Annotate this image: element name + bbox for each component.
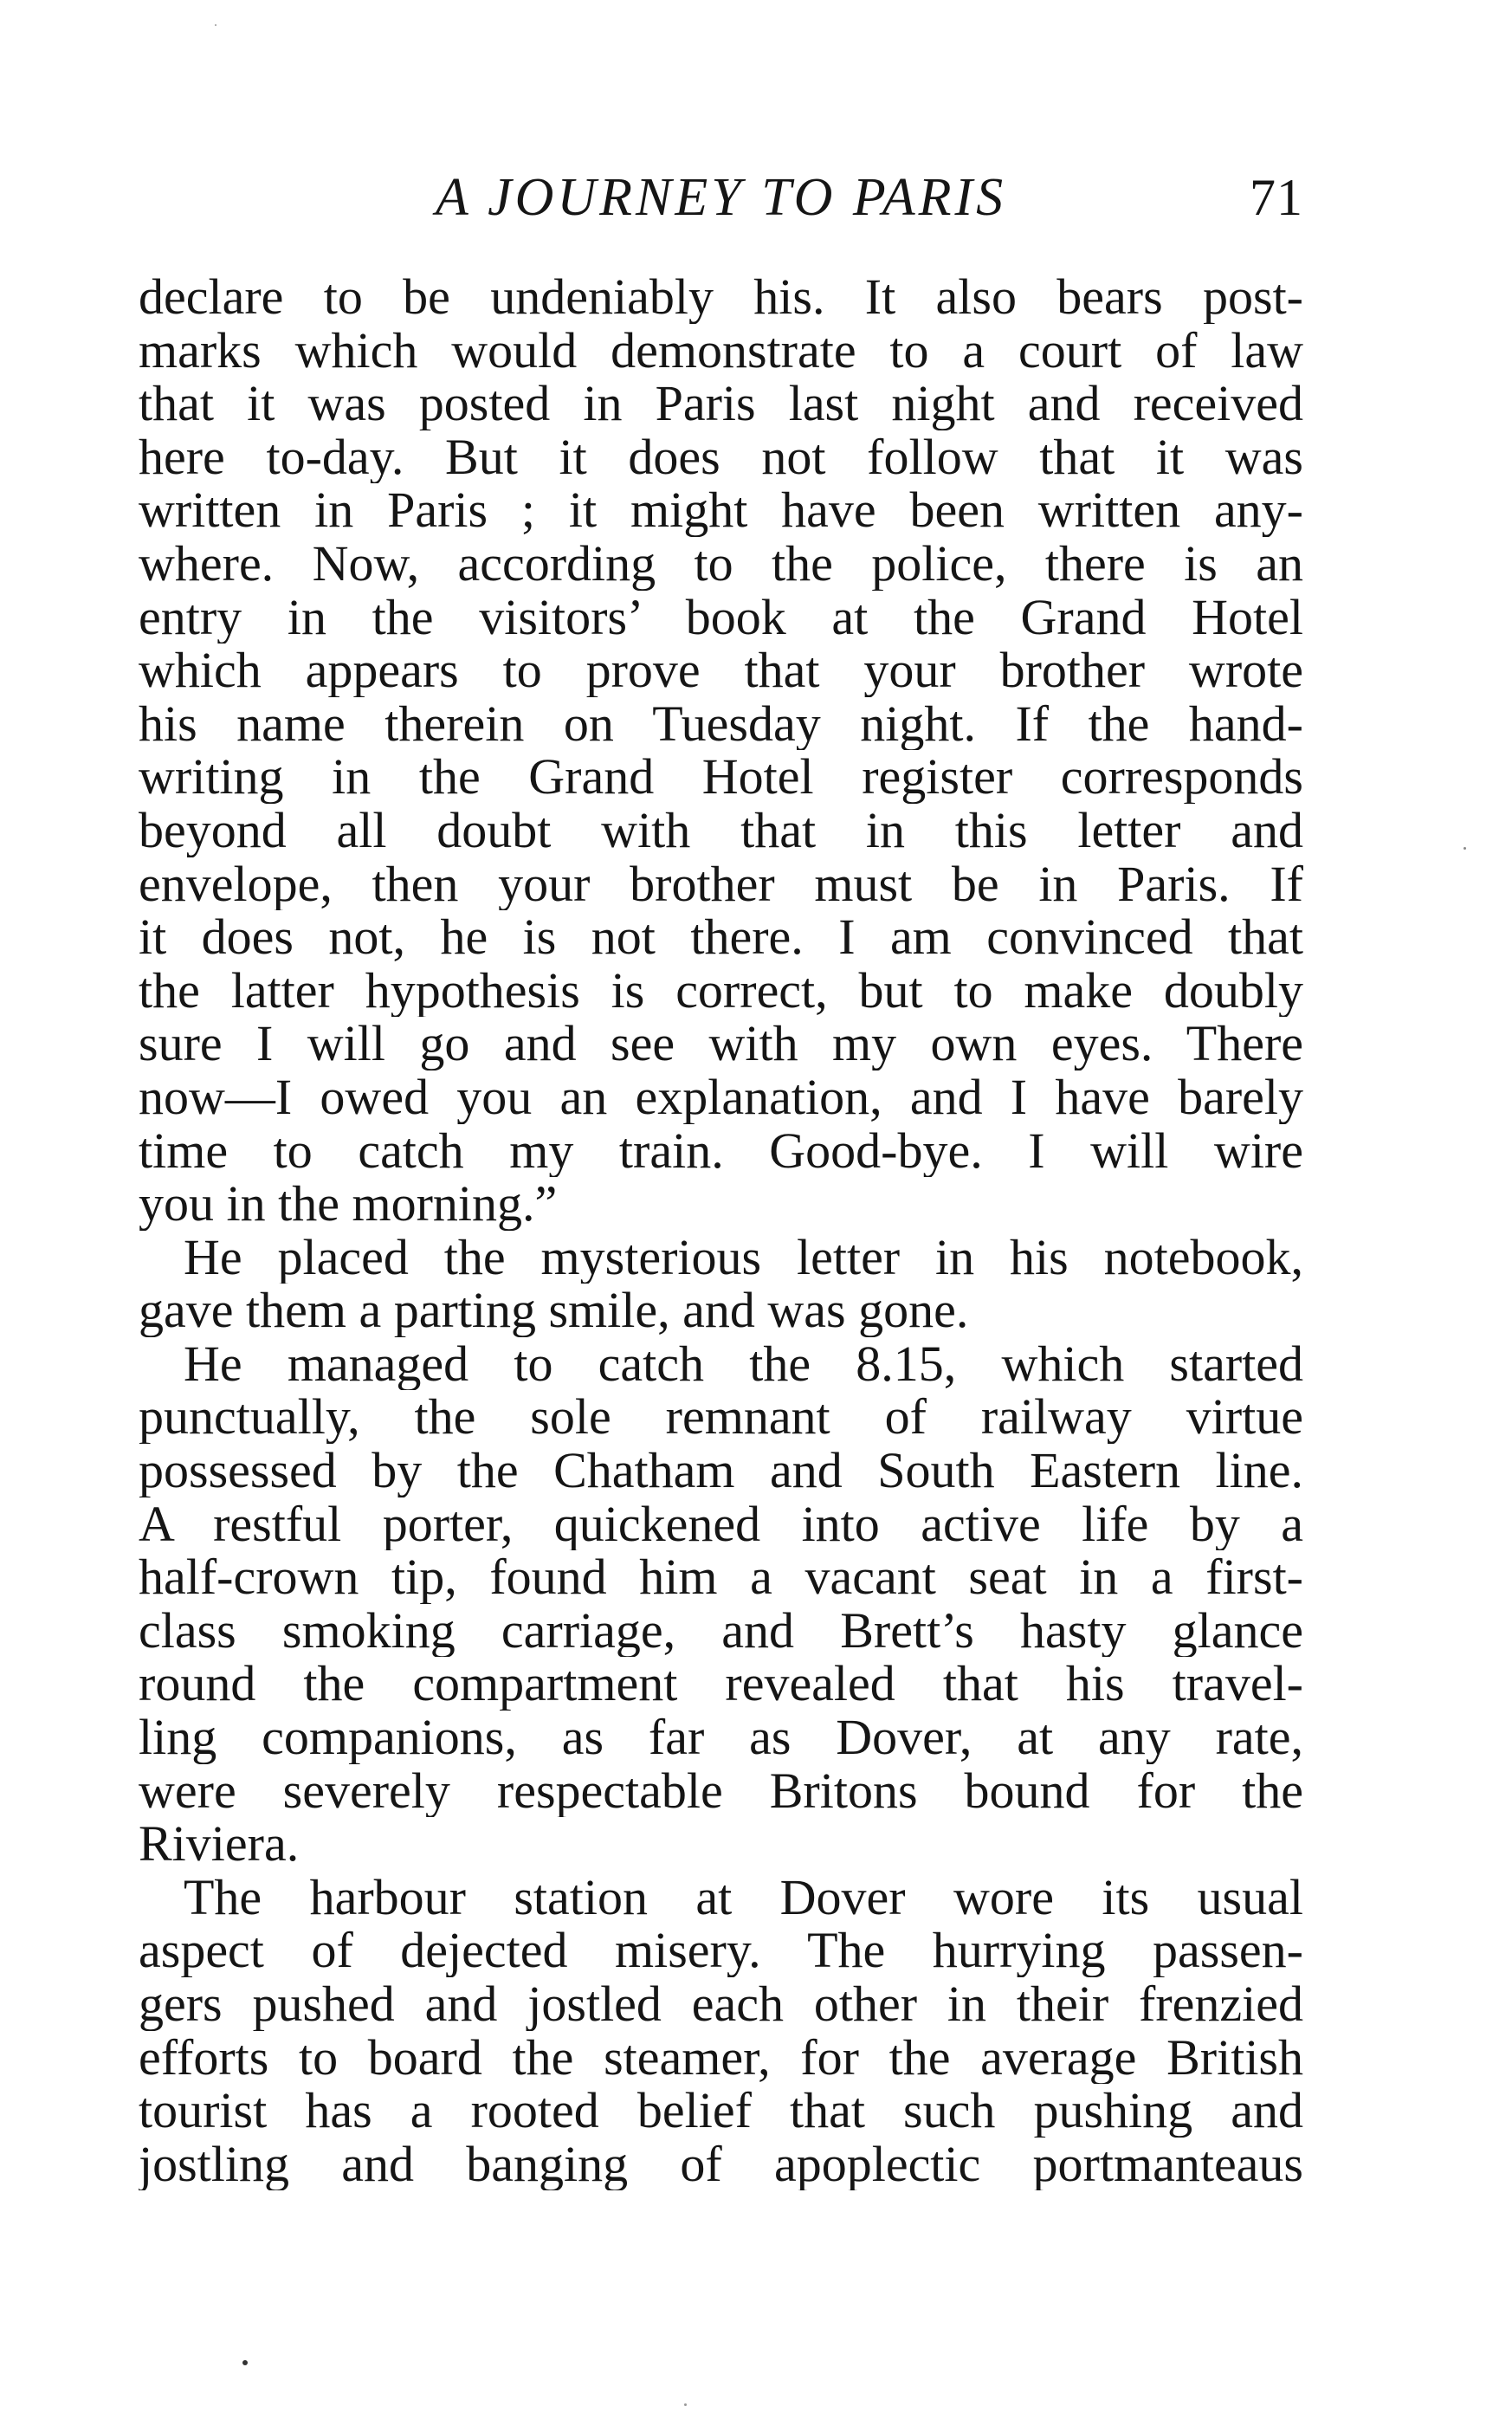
text-line: punctually, the sole remnant of railway virtue xyxy=(139,1390,1303,1445)
text-line: efforts to board the steamer, for the average British xyxy=(139,2030,1303,2085)
running-header xyxy=(139,163,1303,232)
scan-speck xyxy=(1464,847,1466,850)
text-line: half-crown tip, found him a vacant seat in a first- xyxy=(139,1550,1303,1604)
text-line: envelope, then your brother must be in Paris. If xyxy=(139,857,1303,911)
text-line: entry in the visitors’ book at the Grand Hotel xyxy=(139,590,1303,644)
text-line: here to-day. But it does not follow that it was xyxy=(139,430,1303,484)
text-line: marks which would demonstrate to a court of law xyxy=(139,323,1303,378)
page-number: 71 xyxy=(1250,169,1303,226)
text-line: writing in the Grand Hotel register corresponds xyxy=(139,750,1303,804)
text-line: written in Paris ; it might have been written any- xyxy=(139,483,1303,537)
text-line: Riviera. xyxy=(139,1817,300,1871)
scan-speck xyxy=(215,24,216,26)
text-line: He managed to catch the 8.15, which started xyxy=(184,1336,1303,1391)
text-line: gers pushed and jostled each other in their frenzied xyxy=(139,1977,1303,2031)
text-line: his name therein on Tuesday night. If the hand- xyxy=(139,696,1303,751)
text-line: the latter hypothesis is correct, but to make doubly xyxy=(139,963,1303,1018)
text-line: class smoking carriage, and Brett’s hasty glance xyxy=(139,1603,1303,1658)
body-text xyxy=(139,270,1303,2190)
text-line: were severely respectable Britons bound for the xyxy=(139,1763,1303,1818)
running-title: A JOURNEY TO PARIS xyxy=(435,168,1007,227)
text-line: sure I will go and see with my own eyes. There xyxy=(139,1017,1303,1070)
text-line: time to catch my train. Good-bye. I will wire xyxy=(139,1123,1303,1178)
text-line: now—I owed you an explanation, and I have barely xyxy=(139,1070,1303,1124)
scan-speck xyxy=(684,2403,687,2406)
text-line: declare to be undeniably his. It also bears post- xyxy=(139,270,1303,324)
text-line: He placed the mysterious letter in his notebook, xyxy=(184,1230,1303,1284)
text-line: ling companions, as far as Dover, at any rate, xyxy=(139,1711,1303,1764)
text-line: beyond all doubt with that in this letter and xyxy=(139,803,1303,857)
text-line: gave them a parting smile, and was gone. xyxy=(139,1284,969,1337)
text-line: it does not, he is not there. I am convinced that xyxy=(139,910,1303,964)
text-line: that it was posted in Paris last night and received xyxy=(139,377,1303,430)
text-line: tourist has a rooted belief that such pushing and xyxy=(139,2084,1303,2138)
text-line: where. Now, according to the police, there is an xyxy=(139,536,1303,591)
text-line: A restful porter, quickened into active life by a xyxy=(139,1497,1303,1551)
text-line: jostling and banging of apoplectic portmanteaus xyxy=(139,2137,1303,2191)
text-line: The harbour station at Dover wore its usual xyxy=(184,1870,1303,1924)
text-line: aspect of dejected misery. The hurrying passen- xyxy=(139,1924,1303,1977)
text-line: you in the morning.” xyxy=(139,1177,558,1231)
text-line: possessed by the Chatham and South Eastern line. xyxy=(139,1444,1303,1497)
text-line: which appears to prove that your brother wrote xyxy=(139,644,1303,697)
text-line: round the compartment revealed that his travel- xyxy=(139,1657,1303,1711)
scan-speck xyxy=(242,2360,248,2365)
